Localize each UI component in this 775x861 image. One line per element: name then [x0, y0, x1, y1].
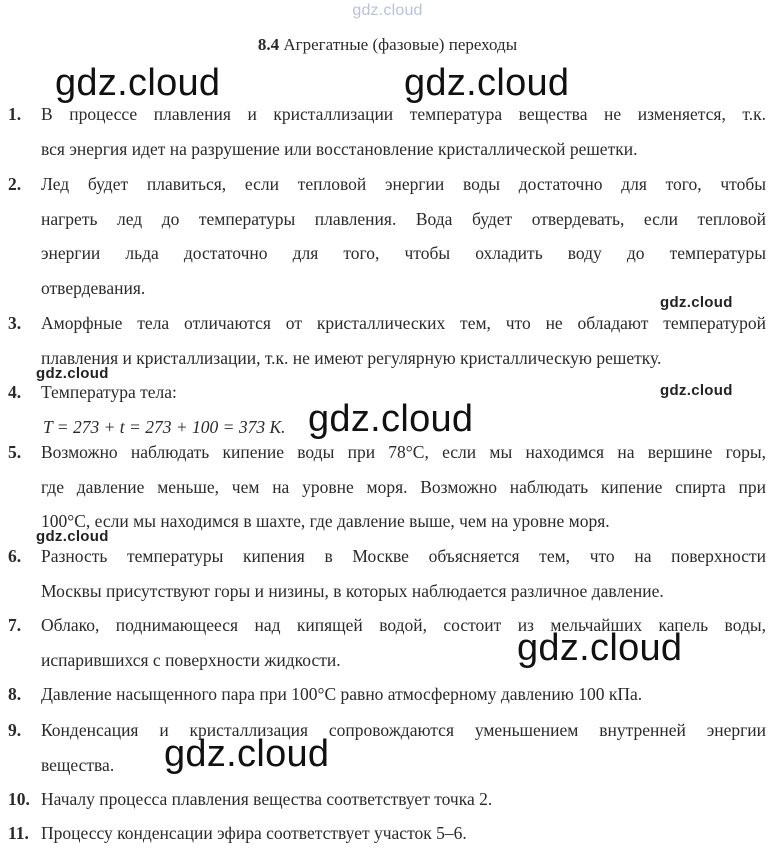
- item-line: Разность температуры кипения в Москве объясняется тем, что на поверхности: [41, 546, 766, 566]
- item-line: Температура тела:: [41, 382, 177, 402]
- item-text: [41, 816, 766, 851]
- item-line: плавления и кристаллизации, т.к. не имеют регулярную кристаллическую решетку.: [41, 347, 662, 368]
- item-line: В процессе плавления и кристаллизации температура вещества не изменяется, т.к.: [41, 104, 766, 124]
- item-line: Давление насыщенного пара при 100°С равно атмосферному давлению 100 кПа.: [41, 684, 643, 704]
- list-item: [8, 677, 766, 712]
- item-line: Аморфные тела отличаются от кристаллических тем, что не обладают температурой: [41, 313, 766, 333]
- watermark: gdz.cloud: [660, 294, 733, 311]
- item-line: Конденсация и кристаллизация сопровождаются уменьшением внутренней энергии: [41, 720, 766, 740]
- item-number: 5.: [8, 442, 22, 462]
- item-number: 3.: [8, 313, 22, 333]
- item-line: 100°С, если мы находимся в шахте, где давление выше, чем на уровне моря.: [41, 511, 610, 531]
- watermark: gdz.cloud: [164, 733, 330, 775]
- item-text: [41, 677, 766, 712]
- list-item: [8, 435, 766, 539]
- item-text: [41, 306, 766, 375]
- item-text: [41, 167, 766, 305]
- site-header-link[interactable]: gdz.cloud: [352, 2, 423, 19]
- watermark: gdz.cloud: [404, 62, 570, 104]
- item-text: [41, 539, 766, 608]
- item-line: отвердевания.: [41, 277, 146, 298]
- item-line: вся энергия идет на разрушение или восстановление кристаллической решетки.: [41, 138, 638, 159]
- list-item: [8, 97, 766, 166]
- list-item: [8, 713, 766, 782]
- section-title: [0, 35, 775, 55]
- item-text: [41, 97, 766, 166]
- watermark: gdz.cloud: [308, 398, 474, 440]
- list-item: [8, 306, 766, 375]
- item-number: 1.: [8, 104, 22, 124]
- item-number: 6.: [8, 546, 22, 566]
- item-line: Лед будет плавиться, если тепловой энергии воды достаточно для того, чтобы: [41, 174, 766, 194]
- watermark: gdz.cloud: [36, 528, 109, 545]
- watermark: gdz.cloud: [36, 365, 109, 382]
- item-number: 2.: [8, 174, 22, 194]
- list-item: [8, 782, 766, 817]
- watermark: gdz.cloud: [660, 382, 733, 399]
- item-line: Москвы присутствуют горы и низины, в которых наблюдается различное давление.: [41, 580, 664, 601]
- watermark: gdz.cloud: [55, 62, 221, 104]
- item-line: вещества.: [41, 754, 115, 775]
- item-text: [41, 435, 766, 539]
- item-line: энергии льда достаточно для того, чтобы охладить воду до температуры: [41, 243, 766, 263]
- item-line: Облако, поднимающееся над кипящей водой, состоит из мельчайших капель воды,: [41, 615, 766, 635]
- section-title-text: Агрегатные (фазовые) переходы: [283, 35, 518, 54]
- item-number: 10.: [8, 789, 30, 809]
- section-number: 8.4: [257, 35, 280, 54]
- watermark: gdz.cloud: [517, 627, 683, 669]
- list-item: [8, 816, 766, 851]
- item-number: 8.: [8, 684, 22, 704]
- list-item: [8, 539, 766, 608]
- item-line: испарившихся с поверхности жидкости.: [41, 649, 341, 670]
- formula-line: T = 273 + t = 273 + 100 = 373 К.: [43, 416, 286, 437]
- item-number: 9.: [8, 720, 22, 740]
- item-number: 4.: [8, 382, 22, 402]
- item-line: Возможно наблюдать кипение воды при 78°С, если мы находимся на вершине горы,: [41, 442, 766, 462]
- item-text: [41, 713, 766, 782]
- item-line: где давление меньше, чем на уровне моря. Возможно наблюдать кипение спирта при: [41, 476, 766, 497]
- item-number: 7.: [8, 615, 22, 635]
- item-line: нагреть лед до температуры плавления. Вода будет отвердевать, если тепловой: [41, 208, 766, 229]
- item-line: Началу процесса плавления вещества соответствует точка 2.: [41, 789, 493, 809]
- item-number: 11.: [8, 823, 29, 843]
- item-text: [41, 782, 766, 817]
- list-item: [8, 167, 766, 305]
- item-line: Процессу конденсации эфира соответствует участок 5–6.: [41, 823, 467, 843]
